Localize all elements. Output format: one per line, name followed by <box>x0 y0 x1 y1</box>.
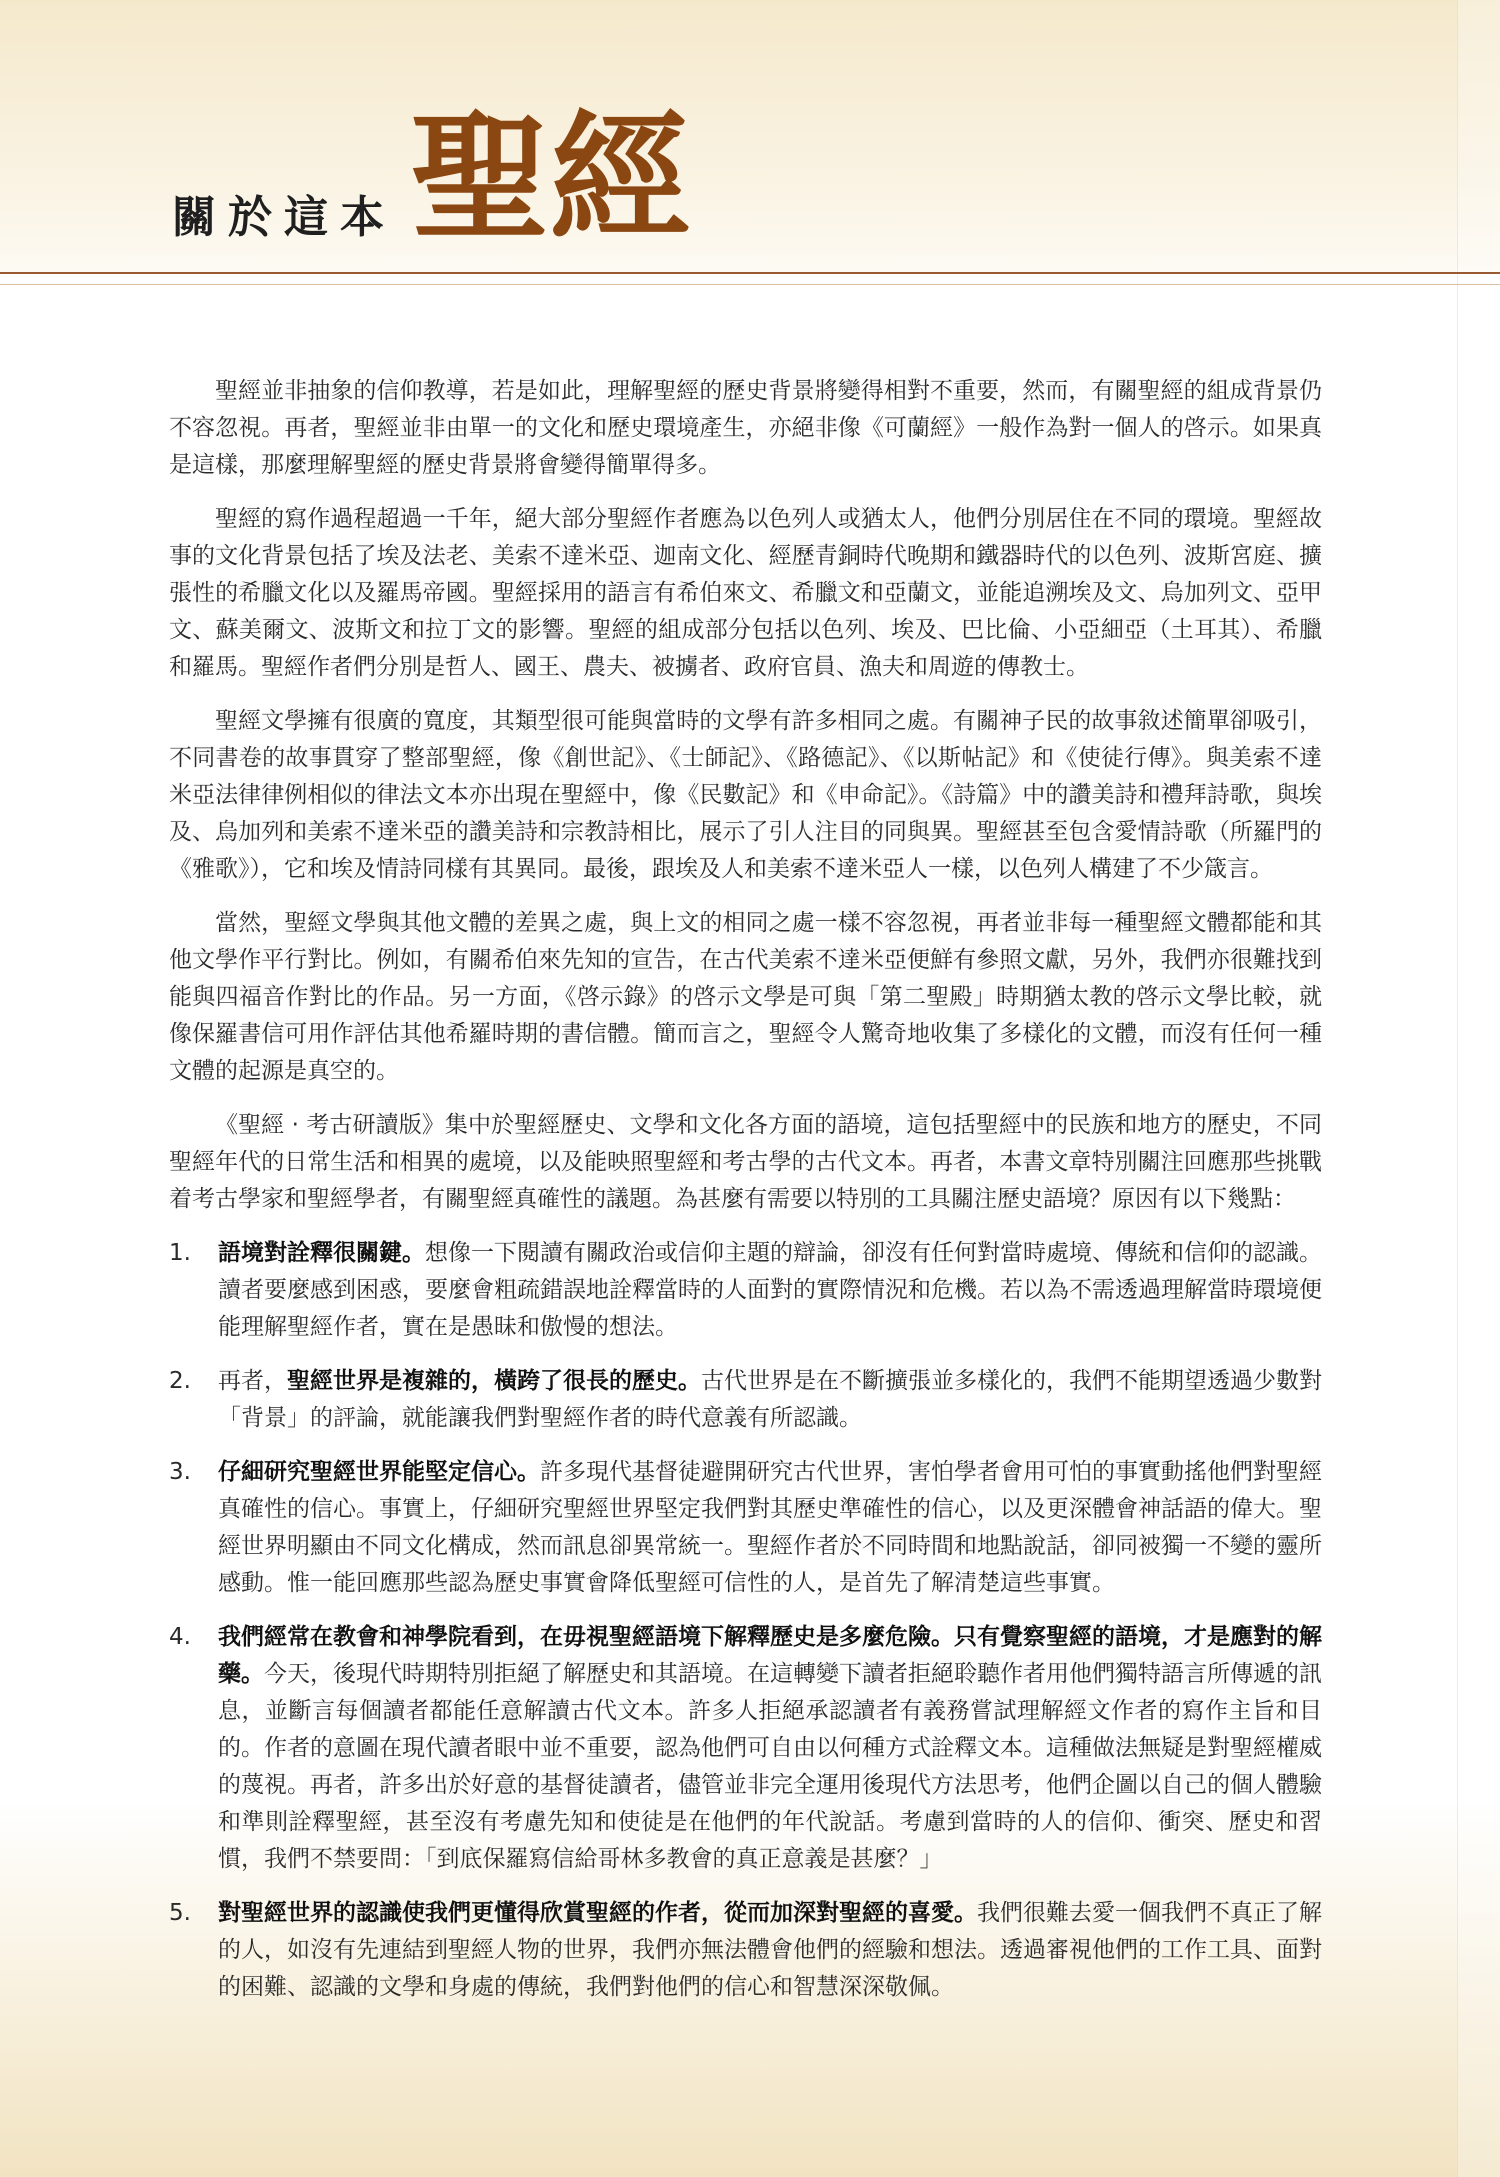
list-body: 古代世界是在不斷擴張並多樣化的，我們不能期望透過少數對「背景」的評論，就能讓我們對聖經作者的時代意義有所認識。 <box>218 1368 1322 1431</box>
list-number: 5. <box>169 1900 191 1926</box>
list-bold-lead: 對聖經世界的認識使我們更懂得欣賞聖經的作者，從而加深對聖經的喜愛。 <box>218 1900 977 1926</box>
list-item <box>169 1363 1322 1437</box>
list-text <box>218 1619 1322 1878</box>
header-rule-secondary <box>0 284 1500 285</box>
list-text <box>218 1235 1322 1346</box>
list-bold-lead: 仔細研究聖經世界能堅定信心。 <box>218 1459 540 1485</box>
list-lead: 再者， <box>218 1368 287 1394</box>
list-bold-lead: 我們經常在教會和神學院看到，在毋視聖經語境下解釋歷史是多麼危險。只有覺察聖經的語境，才是應對的解藥。 <box>218 1624 1322 1687</box>
title-prefix: 關於這本 <box>172 192 396 243</box>
paragraph: 《聖經 · 考古研讀版》集中於聖經歷史、文學和文化各方面的語境，這包括聖經中的民族和地方的歷史，不同聖經年代的日常生活和相異的處境，以及能映照聖經和考古學的古代文本。再者，本書文章特別關注回應那些挑戰着考古學家和聖經學者，有關聖經真確性的議題。為甚麼有需要以特別的工具關注歷史語境？原因有以下幾點： <box>169 1112 1322 1212</box>
list-item <box>169 1235 1322 1346</box>
list-item <box>169 1454 1322 1602</box>
body-content <box>169 373 1322 2023</box>
list-number: 4. <box>169 1624 191 1650</box>
list-bold-lead: 語境對詮釋很關鍵。 <box>218 1240 425 1266</box>
list-number: 3. <box>169 1459 191 1485</box>
page-title: 聖經 <box>410 98 691 261</box>
list-item <box>169 1895 1322 2006</box>
list-text <box>218 1363 1322 1437</box>
paragraph: 聖經的寫作過程超過一千年，絕大部分聖經作者應為以色列人或猶太人，他們分別居住在不同的環境。聖經故事的文化背景包括了埃及法老、美索不達米亞、迦南文化、經歷青銅時代晚期和鐵器時代的以色列、波斯宮庭、擴張性的希臘文化以及羅馬帝國。聖經採用的語言有希伯來文、希臘文和亞蘭文，並能追溯埃及文、烏加列文、亞甲文、蘇美爾文、波斯文和拉丁文的影響。聖經的組成部分包括以色列、埃及、巴比倫、小亞細亞（土耳其）、希臘和羅馬。聖經作者們分別是哲人、國王、農夫、被擄者、政府官員、漁夫和周遊的傳教士。 <box>169 506 1322 680</box>
list-body: 今天，後現代時期特別拒絕了解歷史和其語境。在這轉變下讀者拒絕聆聽作者用他們獨特語言所傳遞的訊息，並斷言每個讀者都能任意解讀古代文本。許多人拒絕承認讀者有義務嘗試理解經文作者的寫作主旨和目的。作者的意圖在現代讀者眼中並不重要，認為他們可自由以何種方式詮釋文本。這種做法無疑是對聖經權威的蔑視。再者，許多出於好意的基督徒讀者，儘管並非完全運用後現代方法思考，他們企圖以自己的個人體驗和準則詮釋聖經，甚至沒有考慮先知和使徒是在他們的年代說話。考慮到當時的人的信仰、衝突、歷史和習慣，我們不禁要問：「到底保羅寫信給哥林多教會的真正意義是甚麼？」 <box>218 1661 1322 1872</box>
list-body: 想像一下閱讀有關政治或信仰主題的辯論，卻沒有任何對當時處境、傳統和信仰的認識。讀者要麼感到困惑，要麼會粗疏錯誤地詮釋當時的人面對的實際情況和危機。若以為不需透過理解當時環境便能理解聖經作者，實在是愚昧和傲慢的想法。 <box>218 1240 1322 1340</box>
list-bold-lead: 聖經世界是複雜的，橫跨了很長的歷史。 <box>287 1368 701 1394</box>
paragraph: 當然，聖經文學與其他文體的差異之處，與上文的相同之處一樣不容忽視，再者並非每一種聖經文體都能和其他文學作平行對比。例如，有關希伯來先知的宣告，在古代美索不達米亞便鮮有參照文獻，另外，我們亦很難找到能與四福音作對比的作品。另一方面，《啓示錄》的啓示文學是可與「第二聖殿」時期猶太教的啓示文學比較，就像保羅書信可用作評估其他希羅時期的書信體。簡而言之，聖經令人驚奇地收集了多樣化的文體，而沒有任何一種文體的起源是真空的。 <box>169 910 1322 1084</box>
list-item <box>169 1619 1322 1878</box>
paragraph: 聖經文學擁有很廣的寬度，其類型很可能與當時的文學有許多相同之處。有關神子民的故事敘述簡單卻吸引，不同書卷的故事貫穿了整部聖經，像《創世記》、《士師記》、《路德記》、《以斯帖記》和《使徒行傳》。與美索不達米亞法律律例相似的律法文本亦出現在聖經中，像《民數記》和《申命記》。《詩篇》中的讚美詩和禮拜詩歌，與埃及、烏加列和美索不達米亞的讚美詩和宗教詩相比，展示了引人注目的同與異。聖經甚至包含愛情詩歌（所羅門的《雅歌》），它和埃及情詩同樣有其異同。最後，跟埃及人和美索不達米亞人一樣，以色列人構建了不少箴言。 <box>169 708 1322 882</box>
page-edge-strip <box>1457 0 1500 2177</box>
list-body: 我們很難去愛一個我們不真正了解的人，如沒有先連結到聖經人物的世界，我們亦無法體會他們的經驗和想法。透過審視他們的工作工具、面對的困難、認識的文學和身處的傳統，我們對他們的信心和智慧深深敬佩。 <box>218 1900 1322 2000</box>
paragraph: 聖經並非抽象的信仰教導，若是如此，理解聖經的歷史背景將變得相對不重要，然而，有關聖經的組成背景仍不容忽視。再者，聖經並非由單一的文化和歷史環境產生，亦絕非像《可蘭經》一般作為對一個人的啓示。如果真是這樣，那麼理解聖經的歷史背景將會變得簡單得多。 <box>169 378 1322 478</box>
list-text <box>218 1454 1322 1602</box>
list-number: 1. <box>169 1240 191 1266</box>
list-number: 2. <box>169 1368 191 1394</box>
header-rule <box>0 272 1500 274</box>
list-body: 許多現代基督徒避開研究古代世界，害怕學者會用可怕的事實動搖他們對聖經真確性的信心。事實上，仔細研究聖經世界堅定我們對其歷史準確性的信心，以及更深體會神話語的偉大。聖經世界明顯由不同文化構成，然而訊息卻異常統一。聖經作者於不同時間和地點說話，卻同被獨一不變的靈所感動。惟一能回應那些認為歷史事實會降低聖經可信性的人，是首先了解清楚這些事實。 <box>218 1459 1322 1596</box>
list-text <box>218 1895 1322 2006</box>
